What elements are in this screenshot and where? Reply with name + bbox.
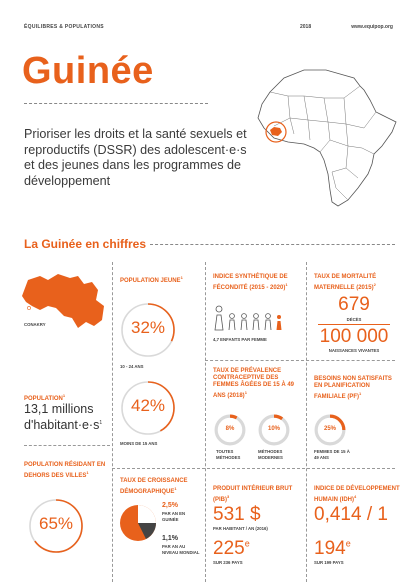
under15-value: 42% bbox=[130, 396, 166, 415]
growth-chart-icon bbox=[118, 500, 162, 546]
young-population-caption: 10 - 24 ANS bbox=[120, 364, 144, 369]
africa-map-icon bbox=[244, 56, 404, 216]
growth-world-caption: PAR AN AU NIVEAU MONDIAL bbox=[162, 544, 200, 555]
population-unit: $d'habitant\cdot e\cdot s^1$ bbox=[24, 418, 103, 432]
gdp-label: PRODUIT INTÉRIEUR BRUT (PIB)$^3$ bbox=[213, 486, 293, 503]
contraception-modern-value: 10% bbox=[267, 426, 280, 432]
grid-line bbox=[112, 262, 113, 582]
year: 2018 bbox=[300, 24, 312, 30]
maternal-mortality-value: 679 bbox=[338, 294, 370, 315]
series-name: ÉQUILIBRES & POPULATIONS bbox=[24, 24, 104, 30]
grid-line bbox=[205, 262, 206, 582]
growth-world-value: 1,1% bbox=[162, 535, 178, 542]
young-population-label: POPULATION JEUNE$^1$ bbox=[120, 275, 183, 284]
grid-line bbox=[112, 468, 395, 469]
unmet-need-caption: FEMMES DE 15 À 49 ANS bbox=[314, 449, 350, 460]
contraception-all-caption: TOUTES MÉTHODES bbox=[216, 449, 241, 460]
grid-line bbox=[205, 360, 395, 361]
fertility-label: INDICE SYNTHÉTIQUE DE FÉCONDITÉ (2015 - 2020)$^1$ bbox=[213, 274, 288, 291]
header-area bbox=[0, 0, 413, 225]
maternal-mortality-caption: DÉCÈS bbox=[346, 317, 362, 322]
maternal-mortality-base: 100 000 bbox=[319, 326, 389, 347]
gdp-caption: PAR HABITANT / AN (2016) bbox=[213, 526, 268, 531]
fertility-caption: 4,7 ENFANTS PAR FEMME bbox=[213, 337, 267, 342]
website-link[interactable]: www.equipop.org bbox=[351, 24, 393, 30]
page-subtitle: Prioriser les droits et la santé sexuels et reproductifs (DSSR) des adolescent·e·s et des jeunes dans les programmes de développement bbox=[24, 127, 247, 188]
grid-line bbox=[24, 445, 110, 446]
hdi-value: 0,414 / 1 bbox=[314, 504, 388, 525]
capital-label: CONAKRY bbox=[24, 322, 46, 327]
unmet-need-value: 25% bbox=[323, 426, 336, 432]
growth-guinea-caption: PAR AN EN GUINÉE bbox=[162, 511, 186, 522]
section-divider bbox=[150, 244, 395, 245]
rural-population-label: POPULATION RÉSIDANT EN DEHORS DES VILLES$^1$ bbox=[24, 462, 106, 479]
maternal-mortality-label: TAUX DE MORTALITÉ MATERNELLE $(2015)^2$ bbox=[314, 274, 377, 291]
gdp-rank-caption: SUR 236 PAYS bbox=[213, 560, 243, 565]
under15-caption: MOINS DE 15 ANS bbox=[120, 441, 158, 446]
grid-line bbox=[306, 262, 307, 582]
hdi-label: INDICE DE DÉVELOPPEMENT HUMAIN (IDH)$^4$ bbox=[314, 486, 400, 503]
growth-label: TAUX DE CROISSANCE DÉMOGRAPHIQUE$^1$ bbox=[120, 478, 188, 495]
rural-population-value: 65% bbox=[38, 514, 74, 533]
gdp-value: 531 $ bbox=[213, 504, 261, 525]
title-divider bbox=[24, 103, 208, 104]
population-value: 13,1 millions bbox=[24, 402, 94, 416]
maternal-mortality-base-caption: NAISSANCES VIVANTES bbox=[328, 348, 380, 353]
contraception-label: TAUX DE PRÉVALENCE CONTRACEPTIVE DES FEMMES ÂGÉES DE 15 À 49 ANS $(2018)^1$ bbox=[213, 368, 295, 399]
young-population-value: 32% bbox=[130, 318, 166, 337]
page-title: Guinée bbox=[22, 50, 154, 92]
hdi-rank-caption: SUR 199 PAYS bbox=[314, 560, 344, 565]
hdi-rank: 194e bbox=[314, 538, 351, 559]
section-title: La Guinée en chiffres bbox=[24, 237, 147, 251]
fraction-bar bbox=[318, 324, 390, 325]
contraception-modern-caption: MÉTHODES MODERNES bbox=[258, 449, 283, 460]
gdp-rank: 225e bbox=[213, 538, 250, 559]
contraception-all-value: 8% bbox=[225, 426, 235, 432]
population-label: POPULATION$^1$ bbox=[24, 393, 66, 402]
growth-guinea-value: 2,5% bbox=[162, 502, 178, 509]
family-icon bbox=[212, 304, 292, 332]
unmet-need-label: BESOINS NON SATISFAITS EN PLANIFICATION FAMILIALE (PF)$^1$ bbox=[314, 376, 392, 400]
